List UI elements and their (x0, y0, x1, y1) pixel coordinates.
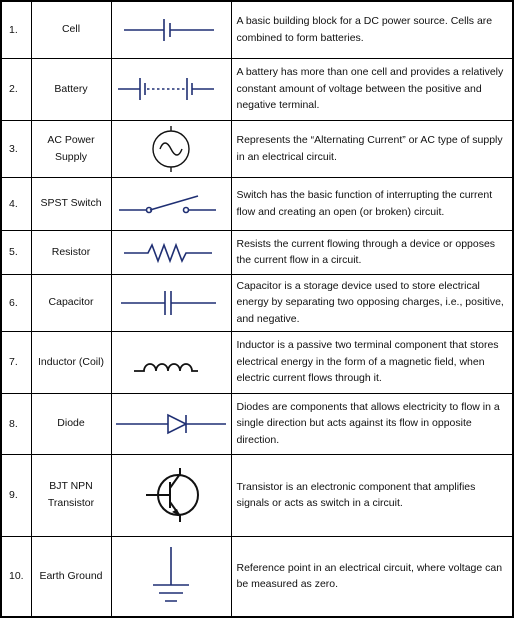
row-number: 6. (1, 274, 31, 331)
table-row (1, 393, 513, 454)
component-name: Cell (31, 1, 111, 58)
component-description: Resists the current flowing through a device or opposes the current flow in a circuit. (231, 230, 513, 274)
table-row (1, 120, 513, 177)
component-description: A basic building block for a DC power source. Cells are combined to form batteries. (231, 1, 513, 58)
table-row (1, 177, 513, 230)
npn-transistor-symbol-icon (116, 467, 226, 523)
component-name: Capacitor (31, 274, 111, 331)
ac-power-supply-symbol-icon (116, 124, 226, 174)
table-row (1, 274, 513, 331)
diode-symbol-icon (116, 407, 226, 441)
table-row (1, 331, 513, 393)
component-description: Reference point in an electrical circuit, where voltage can be measured as zero. (231, 536, 513, 617)
table-row (1, 58, 513, 120)
component-name: Resistor (31, 230, 111, 274)
component-name: SPST Switch (31, 177, 111, 230)
cell-symbol-icon (116, 13, 226, 47)
table-row (1, 1, 513, 58)
component-name: AC Power Supply (31, 120, 111, 177)
resistor-symbol-icon (116, 235, 226, 269)
spst-switch-symbol-icon (116, 187, 226, 221)
row-number: 5. (1, 230, 31, 274)
earth-ground-symbol-icon (116, 545, 226, 607)
row-number: 7. (1, 331, 31, 393)
component-description: Capacitor is a storage device used to store electrical energy by separating two opposing charges, i.e., positive, and negative. (231, 274, 513, 331)
row-number: 3. (1, 120, 31, 177)
battery-symbol-icon (116, 72, 226, 106)
row-number: 8. (1, 393, 31, 454)
component-description: Switch has the basic function of interrupting the current flow and creating an open (or broken) circuit. (231, 177, 513, 230)
inductor-symbol-icon (116, 345, 226, 379)
component-description: Transistor is an electronic component that amplifies signals or acts as switch in a circuit. (231, 454, 513, 536)
table-row (1, 536, 513, 617)
component-description: Inductor is a passive two terminal component that stores electrical energy in the form of a magnetic field, when electric current flows through it. (231, 331, 513, 393)
capacitor-symbol-icon (116, 286, 226, 320)
component-description: Represents the “Alternating Current” or AC type of supply in an electrical circuit. (231, 120, 513, 177)
component-description: Diodes are components that allows electricity to flow in a single direction but acts against its flow in opposite direction. (231, 393, 513, 454)
component-description: A battery has more than one cell and provides a relatively constant amount of voltage between the positive and negative terminal. (231, 58, 513, 120)
row-number: 9. (1, 454, 31, 536)
component-name: BJT NPN Transistor (31, 454, 111, 536)
table-row (1, 230, 513, 274)
row-number: 10. (1, 536, 31, 617)
component-name: Earth Ground (31, 536, 111, 617)
component-name: Diode (31, 393, 111, 454)
row-number: 2. (1, 58, 31, 120)
component-name: Inductor (Coil) (31, 331, 111, 393)
component-name: Battery (31, 58, 111, 120)
row-number: 4. (1, 177, 31, 230)
table-row (1, 454, 513, 536)
row-number: 1. (1, 1, 31, 58)
